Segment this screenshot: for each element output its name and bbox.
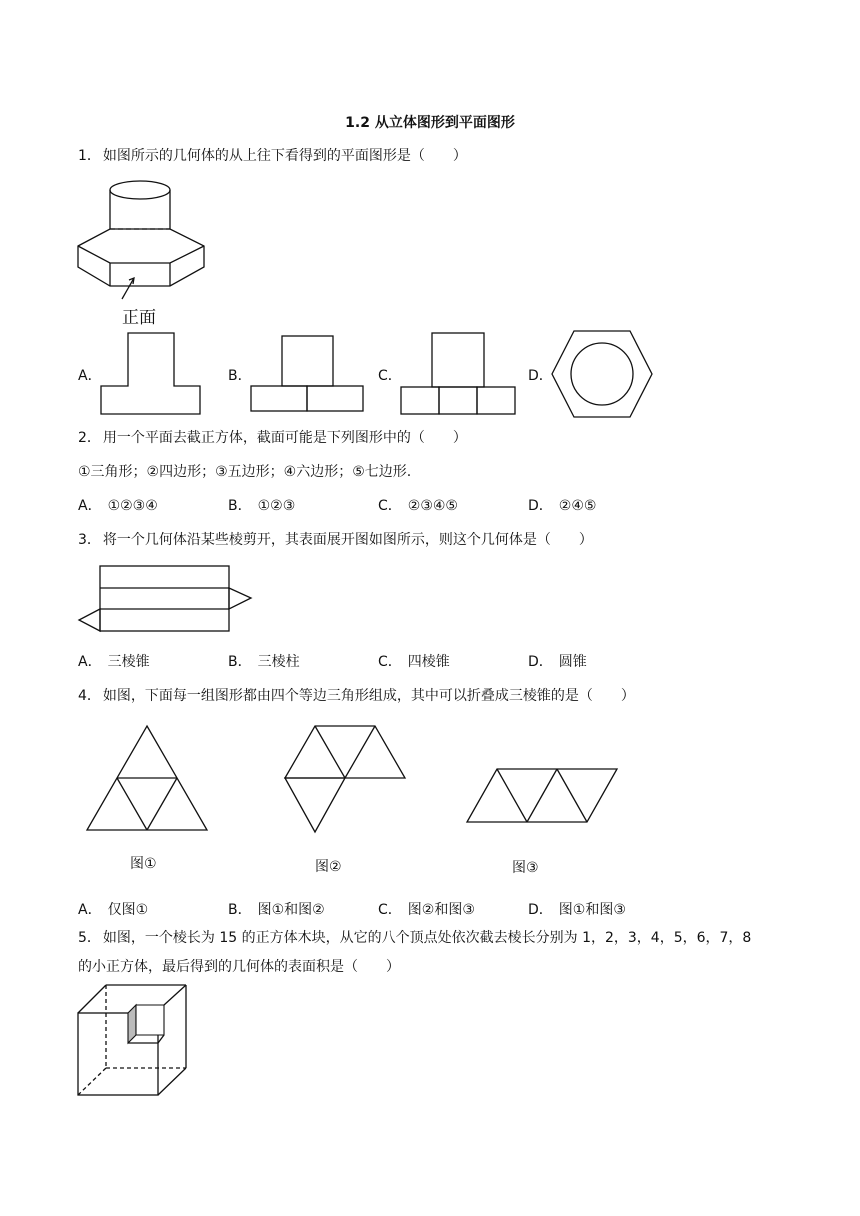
q4-figure-1 bbox=[84, 724, 210, 834]
q4-option-d[interactable]: D． 图①和图③ bbox=[528, 902, 626, 918]
q4-figure-3 bbox=[466, 767, 622, 825]
q2-option-d[interactable]: D． ②④⑤ bbox=[528, 498, 597, 514]
q4-figure-2 bbox=[283, 724, 409, 836]
q2-option-c[interactable]: C． ②③④⑤ bbox=[378, 498, 458, 514]
q1-solid-figure bbox=[76, 176, 216, 301]
question-5 bbox=[78, 928, 751, 948]
q1-option-c[interactable]: C． bbox=[378, 368, 402, 384]
q4-option-c[interactable]: C． 图②和图③ bbox=[378, 902, 475, 918]
question-text: 将一个几何体沿某些棱剪开，其表面展开图如图所示，则这个几何体是（ ） bbox=[102, 532, 593, 548]
q2-option-a[interactable]: A． ①②③④ bbox=[78, 498, 158, 514]
t-shape-three-blocks-icon bbox=[400, 332, 518, 416]
q2-option-b[interactable]: B． ①②③ bbox=[228, 498, 296, 514]
q4-option-a[interactable]: A． 仅图① bbox=[78, 902, 149, 918]
question-number: 1． bbox=[78, 148, 101, 164]
question-number: 2． bbox=[78, 430, 101, 446]
question-text: 如图所示的几何体的从上往下看得到的平面图形是（ ） bbox=[102, 148, 467, 164]
t-shape-one-block-icon bbox=[100, 332, 202, 416]
q4-caption-2: 图② bbox=[315, 859, 342, 875]
q3-net-figure bbox=[78, 564, 254, 634]
question-2 bbox=[78, 428, 467, 448]
q1-option-d[interactable]: D． bbox=[528, 368, 553, 384]
q1-option-a[interactable]: A． bbox=[78, 368, 102, 384]
q1-option-b[interactable]: B． bbox=[228, 368, 252, 384]
hexagon-with-circle-icon bbox=[550, 330, 654, 420]
question-3 bbox=[78, 530, 593, 550]
q4-caption-1: 图① bbox=[130, 856, 157, 872]
question-text: 用一个平面去截正方体，截面可能是下列图形中的（ ） bbox=[102, 430, 467, 446]
q3-option-a[interactable]: A． 三棱锥 bbox=[78, 654, 150, 670]
question-number: 3． bbox=[78, 532, 101, 548]
question-4 bbox=[78, 686, 635, 706]
question-number: 4． bbox=[78, 688, 101, 704]
q4-caption-3: 图③ bbox=[512, 860, 539, 876]
q5-cube-figure bbox=[76, 983, 191, 1098]
page-title: 1.2 从立体图形到平面图形 bbox=[345, 115, 515, 131]
front-label: 正面 bbox=[122, 308, 156, 328]
q3-option-c[interactable]: C． 四棱锥 bbox=[378, 654, 450, 670]
q4-option-b[interactable]: B． 图①和图② bbox=[228, 902, 325, 918]
question-2-choices-line: ①三角形；②四边形；③五边形；④六边形；⑤七边形. bbox=[78, 464, 412, 480]
t-shape-two-blocks-icon bbox=[250, 335, 366, 413]
question-text: 如图，一个棱长为 15 的正方体木块，从它的八个顶点处依次截去棱长分别为 1，2，3，4，5，6，7，8 bbox=[102, 930, 752, 946]
question-number: 5． bbox=[78, 930, 101, 946]
question-text: 如图，下面每一组图形都由四个等边三角形组成，其中可以折叠成三棱锥的是（ ） bbox=[102, 688, 635, 704]
q3-option-b[interactable]: B． 三棱柱 bbox=[228, 654, 300, 670]
question-5-line-2: 的小正方体，最后得到的几何体的表面积是（ ） bbox=[78, 959, 400, 975]
q3-option-d[interactable]: D． 圆锥 bbox=[528, 654, 587, 670]
question-1 bbox=[78, 146, 467, 166]
